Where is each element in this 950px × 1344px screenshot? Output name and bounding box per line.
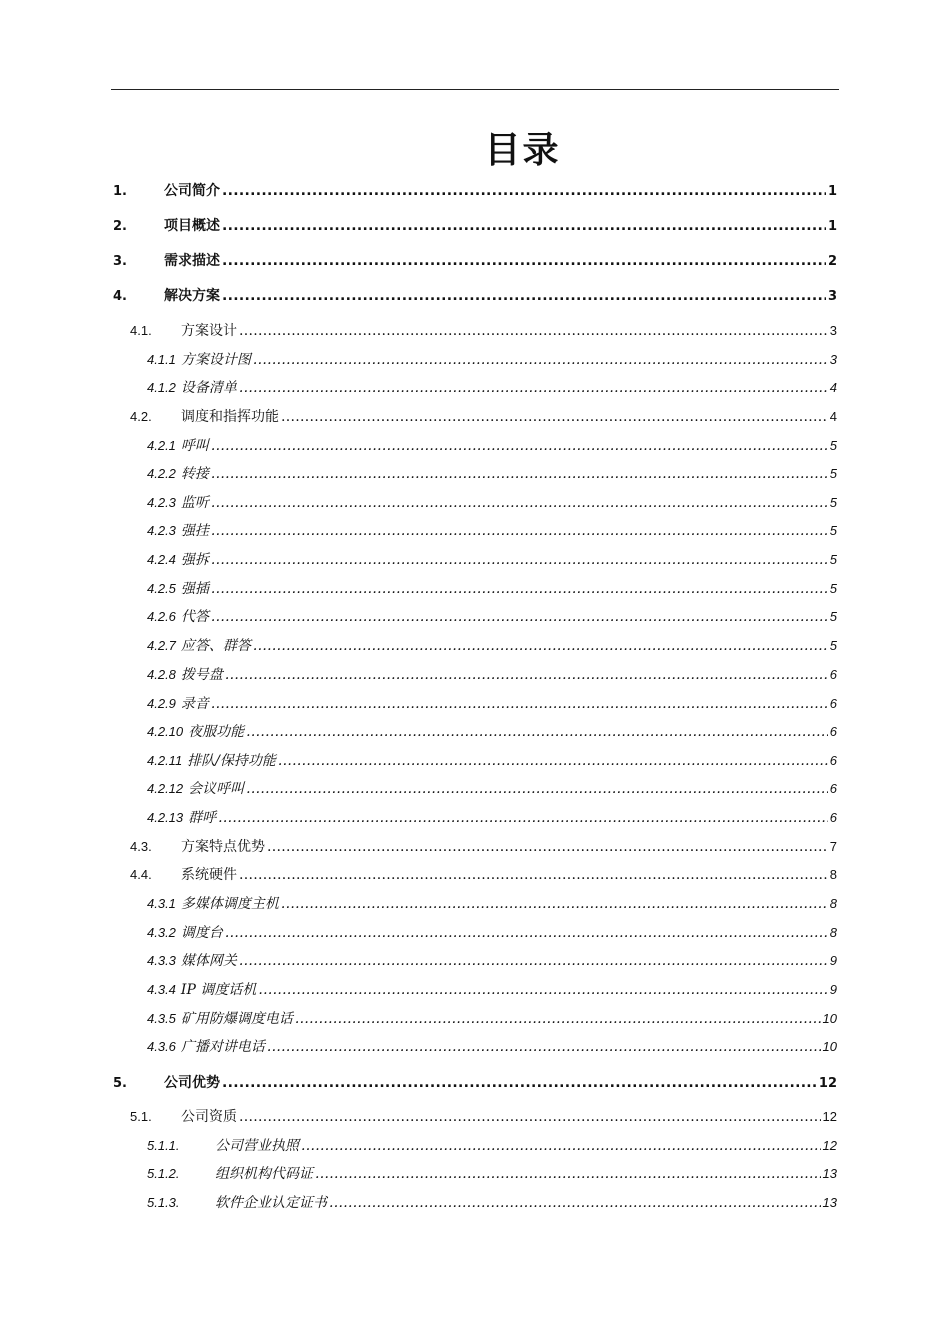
- toc-entry[interactable]: [130, 836, 837, 856]
- toc-entry[interactable]: [147, 979, 837, 999]
- toc-entry-title: 转接: [180, 466, 209, 482]
- toc-entry-page-number: 3: [829, 323, 837, 338]
- toc-entry[interactable]: [147, 1163, 837, 1183]
- toc-entry[interactable]: [130, 1106, 837, 1126]
- toc-entry-page-number: 13: [822, 1195, 837, 1210]
- toc-entry[interactable]: [147, 950, 837, 970]
- toc-dot-leader: [278, 753, 828, 769]
- toc-entry-number: 4.2.3: [147, 523, 176, 538]
- toc-entry[interactable]: [113, 215, 837, 235]
- toc-dot-leader: [225, 667, 828, 683]
- toc-entry[interactable]: [147, 721, 837, 741]
- toc-entry-page-number: 5: [829, 438, 837, 453]
- toc-entry-page-number: 8: [829, 925, 837, 940]
- toc-entry-title: 群呼: [188, 810, 217, 826]
- toc-entry-title: 排队/保持功能: [187, 753, 276, 769]
- toc-entry-title: 媒体网关: [180, 953, 237, 969]
- toc-dot-leader: [281, 409, 828, 425]
- toc-entry-number: 4.2.13: [147, 810, 184, 825]
- toc-entry-page-number: 3: [827, 289, 837, 304]
- toc-entry-title: 公司资质: [181, 1109, 237, 1125]
- toc-entry-title: 广播对讲电话: [180, 1039, 265, 1055]
- toc-entry-title: 方案设计图: [180, 352, 251, 368]
- toc-dot-leader: [222, 253, 826, 269]
- toc-entry-page-number: 9: [829, 953, 837, 968]
- toc-dot-leader: [239, 953, 828, 969]
- toc-dot-leader: [239, 323, 828, 339]
- toc-entry-page-number: 10: [822, 1011, 837, 1026]
- toc-entry-title: 软件企业认定证书: [215, 1195, 327, 1211]
- toc-entry-page-number: 8: [829, 896, 837, 911]
- toc-entry[interactable]: [113, 285, 837, 305]
- toc-entry-title: 录音: [180, 696, 209, 712]
- toc-entry-title: 方案特点优势: [181, 839, 265, 855]
- toc-entry[interactable]: [147, 578, 837, 598]
- toc-entry-number: 4.2.6: [147, 609, 176, 624]
- toc-entry-number: 4.2.11: [147, 753, 183, 768]
- toc-entry-title: 公司优势: [164, 1075, 220, 1091]
- toc-entry-number: 4.2.4: [147, 552, 176, 567]
- toc-entry-page-number: 6: [829, 753, 837, 768]
- toc-entry[interactable]: [147, 606, 837, 626]
- toc-dot-leader: [267, 1039, 821, 1055]
- toc-entry-title: 强插: [180, 581, 209, 597]
- toc-dot-leader: [329, 1195, 821, 1211]
- toc-entry-page-number: 4: [829, 409, 837, 424]
- toc-dot-leader: [239, 380, 828, 396]
- toc-entry-page-number: 5: [829, 466, 837, 481]
- toc-dot-leader: [211, 696, 828, 712]
- toc-dot-leader: [295, 1011, 821, 1027]
- toc-dot-leader: [239, 1109, 821, 1125]
- toc-entry[interactable]: [147, 520, 837, 540]
- toc-entry[interactable]: [130, 406, 837, 426]
- toc-dot-leader: [246, 781, 828, 797]
- toc-dot-leader: [211, 438, 828, 454]
- toc-entry[interactable]: [147, 1036, 837, 1056]
- toc-entry-title: 拨号盘: [180, 667, 223, 683]
- toc-entry-title: 多媒体调度主机: [180, 896, 279, 912]
- toc-entry-title: 需求描述: [164, 253, 220, 269]
- toc-entry[interactable]: [147, 435, 837, 455]
- toc-entry-title: 公司营业执照: [215, 1138, 299, 1154]
- toc-entry[interactable]: [130, 864, 837, 884]
- toc-entry-page-number: 5: [829, 552, 837, 567]
- toc-entry-number: 4.2.7: [147, 638, 176, 653]
- toc-dot-leader: [211, 552, 828, 568]
- toc-entry-page-number: 12: [818, 1076, 837, 1091]
- toc-dot-leader: [222, 1075, 817, 1091]
- toc-entry-page-number: 6: [829, 781, 837, 796]
- toc-entry-page-number: 2: [827, 254, 837, 269]
- toc-entry-number: 4.3.5: [147, 1011, 176, 1026]
- toc-entry-title: IP 调度话机: [180, 982, 257, 998]
- toc-entry-title: 强挂: [180, 523, 209, 539]
- toc-entry[interactable]: [130, 320, 837, 340]
- toc-entry-title: 夜服功能: [188, 724, 245, 740]
- toc-dot-leader: [222, 288, 826, 304]
- toc-entry-page-number: 12: [822, 1109, 837, 1124]
- toc-entry-number: 4.3.4: [147, 982, 176, 997]
- toc-entry-number: 4.2.3: [147, 495, 176, 510]
- toc-entry-title: 会议呼叫: [188, 781, 245, 797]
- toc-dot-leader: [211, 609, 828, 625]
- toc-entry[interactable]: [113, 1072, 837, 1092]
- toc-dot-leader: [222, 218, 826, 234]
- toc-entry-number: 4.2.: [130, 409, 152, 424]
- toc-dot-leader: [211, 466, 828, 482]
- toc-entry-number: 5.1.1.: [147, 1138, 180, 1153]
- toc-entry-page-number: 3: [829, 352, 837, 367]
- toc-entry-number: 5.1.2.: [147, 1166, 180, 1181]
- toc-entry-page-number: 1: [827, 184, 837, 199]
- toc-entry-title: 组织机构代码证: [215, 1166, 313, 1182]
- toc-dot-leader: [301, 1138, 821, 1154]
- toc-entry[interactable]: [147, 349, 837, 369]
- toc-entry-page-number: 9: [829, 982, 837, 997]
- toc-entry-number: 4.1.: [130, 323, 152, 338]
- toc-entry-page-number: 6: [829, 724, 837, 739]
- toc-entry-number: 4.3.: [130, 839, 152, 854]
- toc-entry-page-number: 8: [829, 867, 837, 882]
- toc-entry-page-number: 5: [829, 638, 837, 653]
- toc-entry-title: 调度台: [180, 925, 223, 941]
- toc-entry-number: 4.3.6: [147, 1039, 176, 1054]
- toc-entry-title: 呼叫: [180, 438, 209, 454]
- toc-entry[interactable]: [147, 1135, 837, 1155]
- toc-entry-title: 公司简介: [164, 183, 220, 199]
- toc-dot-leader: [225, 925, 828, 941]
- toc-entry-page-number: 5: [829, 581, 837, 596]
- toc-entry-number: 4.2.2: [147, 466, 176, 481]
- toc-entry-number: 4.4.: [130, 867, 152, 882]
- toc-entry-title: 解决方案: [164, 288, 220, 304]
- toc-entry[interactable]: [147, 893, 837, 913]
- toc-entry-number: 4.3.3: [147, 953, 176, 968]
- toc-dot-leader: [258, 982, 827, 998]
- toc-entry[interactable]: [113, 250, 837, 270]
- toc-dot-leader: [211, 581, 828, 597]
- toc-entry-title: 项目概述: [164, 218, 220, 234]
- toc-entry-number: 4.2.1: [147, 438, 176, 453]
- toc-entry[interactable]: [113, 180, 837, 200]
- toc-entry-page-number: 6: [829, 696, 837, 711]
- toc-entry-page-number: 5: [829, 523, 837, 538]
- toc-entry[interactable]: [147, 778, 837, 798]
- toc-entry-page-number: 6: [829, 667, 837, 682]
- toc-dot-leader: [281, 896, 828, 912]
- toc-entry[interactable]: [147, 750, 837, 770]
- toc-entry[interactable]: [147, 807, 837, 827]
- toc-dot-leader: [315, 1166, 821, 1182]
- toc-dot-leader: [211, 523, 828, 539]
- toc-entry[interactable]: [147, 1192, 837, 1212]
- page-title: 目录: [484, 130, 561, 171]
- toc-dot-leader: [222, 183, 826, 199]
- toc-entry-page-number: 1: [827, 219, 837, 234]
- toc-entry-number: 4.3.2: [147, 925, 176, 940]
- toc-entry-page-number: 6: [829, 810, 837, 825]
- toc-dot-leader: [253, 352, 828, 368]
- toc-entry-number: 5.: [113, 1076, 127, 1091]
- toc-entry-number: 1.: [113, 184, 127, 199]
- toc-dot-leader: [218, 810, 828, 826]
- toc-entry-number: 2.: [113, 219, 127, 234]
- toc-entry-title: 应答、群答: [180, 638, 251, 654]
- toc-entry-number: 4.: [113, 289, 127, 304]
- toc-dot-leader: [239, 867, 828, 883]
- toc-entry[interactable]: [147, 377, 837, 397]
- toc-entry-title: 矿用防爆调度电话: [180, 1011, 293, 1027]
- header-rule: [111, 89, 839, 90]
- toc-entry[interactable]: [147, 549, 837, 569]
- toc-entry[interactable]: [147, 1008, 837, 1028]
- toc-entry-page-number: 12: [822, 1138, 837, 1153]
- toc-entry-page-number: 5: [829, 495, 837, 510]
- toc-entry-number: 4.2.9: [147, 696, 176, 711]
- toc-entry[interactable]: [147, 492, 837, 512]
- toc-dot-leader: [267, 839, 828, 855]
- toc-entry-page-number: 13: [822, 1166, 837, 1181]
- toc-entry-number: 4.2.8: [147, 667, 176, 682]
- toc-entry-number: 4.2.5: [147, 581, 176, 596]
- toc-entry-number: 4.3.1: [147, 896, 176, 911]
- toc-entry-page-number: 4: [829, 380, 837, 395]
- toc-entry-number: 4.1.1: [147, 352, 176, 367]
- toc-entry-title: 系统硬件: [181, 867, 237, 883]
- toc-entry-number: 5.1.3.: [147, 1195, 180, 1210]
- toc-entry-number: 3.: [113, 254, 127, 269]
- toc-entry[interactable]: [147, 922, 837, 942]
- toc-entry-title: 强拆: [180, 552, 209, 568]
- toc-entry-title: 方案设计: [181, 323, 237, 339]
- toc-entry-title: 设备清单: [180, 380, 237, 396]
- toc-entry-page-number: 10: [822, 1039, 837, 1054]
- toc-entry-title: 代答: [180, 609, 209, 625]
- toc-entry-number: 5.1.: [130, 1109, 152, 1124]
- toc-entry[interactable]: [147, 635, 837, 655]
- toc-dot-leader: [253, 638, 828, 654]
- toc-entry-page-number: 7: [829, 839, 837, 854]
- toc-entry-page-number: 5: [829, 609, 837, 624]
- toc-entry-number: 4.2.10: [147, 724, 184, 739]
- toc-dot-leader: [246, 724, 828, 740]
- toc-entry-number: 4.1.2: [147, 380, 176, 395]
- toc-entry[interactable]: [147, 693, 837, 713]
- toc-entry[interactable]: [147, 664, 837, 684]
- toc-entry-title: 监听: [180, 495, 209, 511]
- toc-entry-number: 4.2.12: [147, 781, 184, 796]
- toc-dot-leader: [211, 495, 828, 511]
- toc-entry-title: 调度和指挥功能: [181, 409, 279, 425]
- toc-entry[interactable]: [147, 463, 837, 483]
